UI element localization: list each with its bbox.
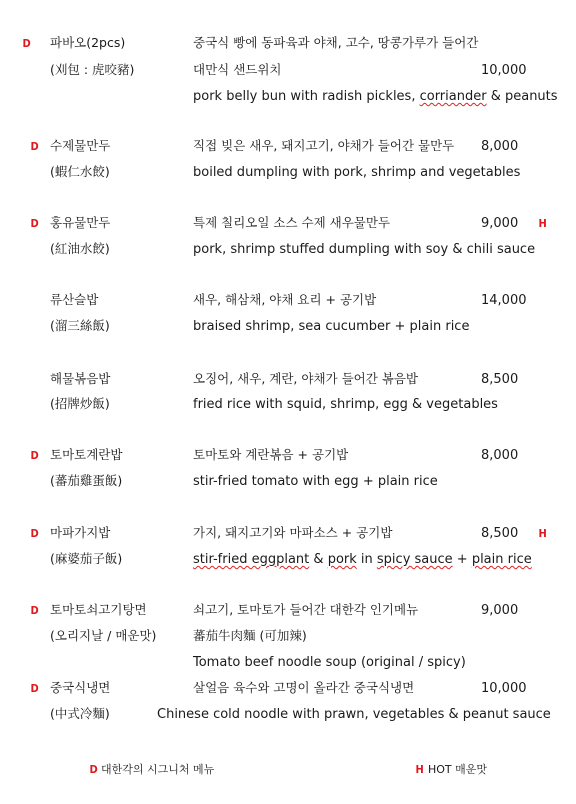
item-subname: (紅油水餃)	[50, 241, 110, 256]
item-price: 9,000	[481, 603, 519, 618]
item-subname: (오리지날 / 매운맛)	[50, 628, 157, 643]
item-description-ko: 새우, 해삼채, 야채 요리 + 공기밥	[193, 292, 377, 307]
legend-signature-text: 대한각의 시그니처 메뉴	[101, 763, 215, 776]
signature-badge: D	[30, 604, 39, 617]
item-name: 해물볶음밥	[50, 371, 111, 386]
item-name: 토마토쇠고기탕면	[50, 602, 147, 617]
item-description-ko: 살얼음 육수와 고명이 올라간 중국식냉면	[193, 680, 415, 695]
item-subname: (溜三絲飯)	[50, 318, 110, 333]
item-subname: (中式冷麵)	[50, 706, 110, 721]
item-price: 9,000	[481, 216, 519, 231]
signature-badge: D	[30, 140, 39, 153]
item-name: 파바오(2pcs)	[50, 35, 126, 50]
en-part: &	[309, 552, 328, 567]
signature-badge: D	[30, 217, 39, 230]
item-name: 류산슬밥	[50, 292, 99, 307]
item-description-en: fried rice with squid, shrimp, egg & vegetables	[193, 397, 498, 412]
item-description-en: boiled dumpling with pork, shrimp and vegetables	[193, 165, 521, 180]
item-subname: (蝦仁水餃)	[50, 164, 110, 179]
item-name: 토마토계란밥	[50, 447, 123, 462]
item-description-ko: 가지, 돼지고기와 마파소스 + 공기밥	[193, 525, 393, 540]
en-part: in	[356, 552, 377, 567]
item-price: 8,000	[481, 448, 519, 463]
en-part: pork belly bun with radish pickles,	[193, 89, 420, 104]
item-description-en: Chinese cold noodle with prawn, vegetables & peanut sauce	[157, 707, 551, 722]
item-subname: (刈包 : 虎咬豬)	[50, 62, 135, 77]
item-description-ko: 토마토와 계란볶음 + 공기밥	[193, 447, 349, 462]
item-description-ko-2: 대만식 샌드위치	[193, 62, 282, 77]
signature-badge: D	[30, 527, 39, 540]
item-description-en: pork, shrimp stuffed dumpling with soy & chili sauce	[193, 242, 536, 257]
item-description-ko: 오징어, 새우, 계란, 야채가 들어간 볶음밥	[193, 371, 418, 386]
item-description-en	[193, 553, 532, 566]
en-part: & peanuts	[486, 89, 558, 104]
spell-underlined-word: pork	[327, 552, 357, 567]
spell-underlined-word: corriander	[419, 89, 487, 104]
item-description-en	[193, 90, 558, 103]
item-price: 14,000	[481, 293, 527, 308]
item-description-en: stir-fried tomato with egg + plain rice	[193, 474, 438, 489]
item-name: 홍유물만두	[50, 215, 111, 230]
en-part: +	[452, 552, 472, 567]
item-subname: (麻婆茄子飯)	[50, 551, 123, 566]
item-subname: (招牌炒飯)	[50, 396, 110, 411]
signature-badge: D	[22, 37, 31, 50]
item-description-en: braised shrimp, sea cucumber + plain rice	[193, 319, 470, 334]
item-price: 10,000	[481, 681, 527, 696]
item-name: 수제물만두	[50, 138, 111, 153]
item-price: 8,000	[481, 139, 519, 154]
item-description-ko: 중국식 빵에 동파육과 야채, 고수, 땅콩가루가 들어간	[193, 35, 479, 50]
spell-underlined-word: spicy sauce	[376, 552, 453, 567]
spell-underlined-word: stir-fried eggplant	[193, 552, 310, 567]
signature-badge: D	[30, 449, 39, 462]
item-description-ko: 쇠고기, 토마토가 들어간 대한각 인기메뉴	[193, 602, 419, 617]
hot-badge: H	[415, 763, 424, 776]
item-price: 8,500	[481, 526, 519, 541]
item-name: 중국식냉면	[50, 680, 111, 695]
item-description-zh: 蕃茄牛肉麵 (可加辣)	[193, 628, 307, 643]
hot-badge: H	[538, 527, 547, 540]
spell-underlined-word: plain rice	[471, 552, 532, 567]
item-description-ko: 직접 빚은 새우, 돼지고기, 야채가 들어간 물만두	[193, 138, 455, 153]
item-description-ko: 특제 칠리오일 소스 수제 새우물만두	[193, 215, 391, 230]
item-price: 10,000	[481, 63, 527, 78]
item-subname: (蕃茄雞蛋飯)	[50, 473, 123, 488]
item-description-en: Tomato beef noodle soup (original / spicy)	[193, 655, 466, 670]
item-price: 8,500	[481, 372, 519, 387]
item-name: 마파가지밥	[50, 525, 111, 540]
hot-badge: H	[538, 217, 547, 230]
signature-badge: D	[30, 682, 39, 695]
legend-hot-text: HOT 매운맛	[428, 763, 488, 776]
signature-badge: D	[89, 763, 98, 776]
